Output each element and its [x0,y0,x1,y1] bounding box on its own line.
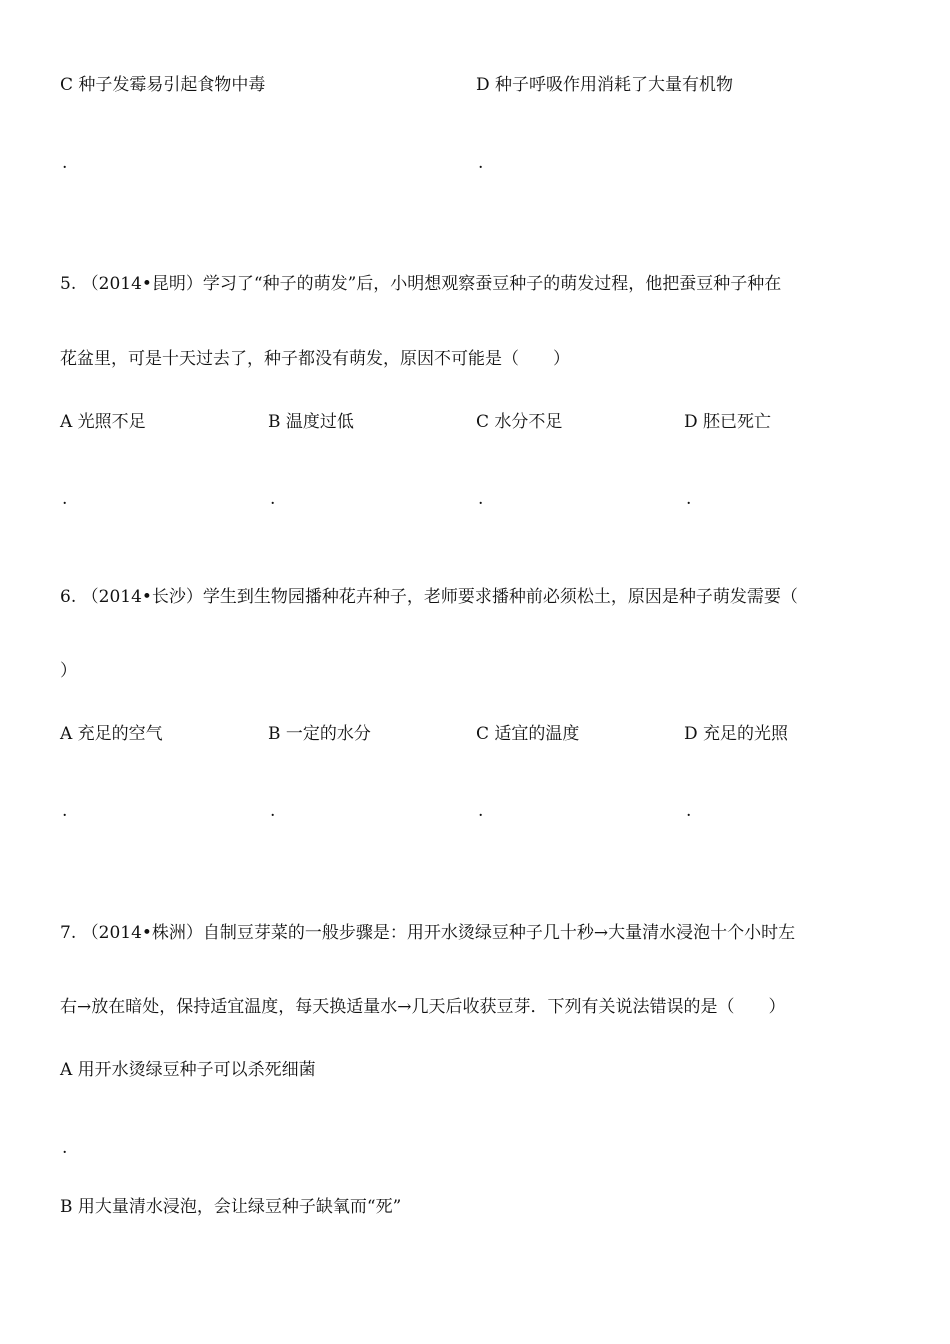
q6-stem-line-2: ） [60,661,77,681]
q5-option-b-dot: . [270,489,276,509]
q7-stem-line-2: 右→放在暗处，保持适宜温度，每天换适量水→几天后收获豆芽．下列有关说法错误的是（ ） [60,997,786,1017]
q6-option-d-dot: . [686,801,692,821]
q7-stem-line-1: 7. （2014•株洲）自制豆芽菜的一般步骤是：用开水烫绿豆种子几十秒→大量清水浸泡十个小时左 [60,923,796,943]
q7-option-b: B 用大量清水浸泡，会让绿豆种子缺氧而“死” [60,1197,402,1217]
q6-stem-line-1: 6. （2014•长沙）学生到生物园播种花卉种子，老师要求播种前必须松土，原因是种子萌发需要（ [60,587,798,607]
q5-option-a: A 光照不足 [60,412,146,432]
q5-stem-line-2: 花盆里，可是十天过去了，种子都没有萌发，原因不可能是（ ） [60,349,570,369]
q6-option-d: D 充足的光照 [684,724,789,744]
q7-option-a: A 用开水烫绿豆种子可以杀死细菌 [60,1060,316,1080]
q7-option-a-dot: . [62,1138,68,1158]
q5-option-d-dot: . [686,489,692,509]
q6-option-b: B 一定的水分 [268,724,371,744]
q5-stem-line-1: 5. （2014•昆明）学习了“种子的萌发”后，小明想观察蚕豆种子的萌发过程，他把蚕豆种子种在 [60,274,782,294]
q6-option-a-dot: . [62,801,68,821]
q4-option-c: C 种子发霉易引起食物中毒 [60,75,266,95]
q5-option-b: B 温度过低 [268,412,354,432]
q6-option-c: C 适宜的温度 [476,724,580,744]
q6-option-c-dot: . [478,801,484,821]
q4-option-d: D 种子呼吸作用消耗了大量有机物 [476,75,734,95]
q5-option-c-dot: . [478,489,484,509]
q6-option-a: A 充足的空气 [60,724,163,744]
q6-option-b-dot: . [270,801,276,821]
q5-option-c: C 水分不足 [476,412,563,432]
q5-option-d: D 胚已死亡 [684,412,772,432]
q4-option-d-dot: . [478,153,484,173]
q5-option-a-dot: . [62,489,68,509]
q4-option-c-dot: . [62,153,68,173]
